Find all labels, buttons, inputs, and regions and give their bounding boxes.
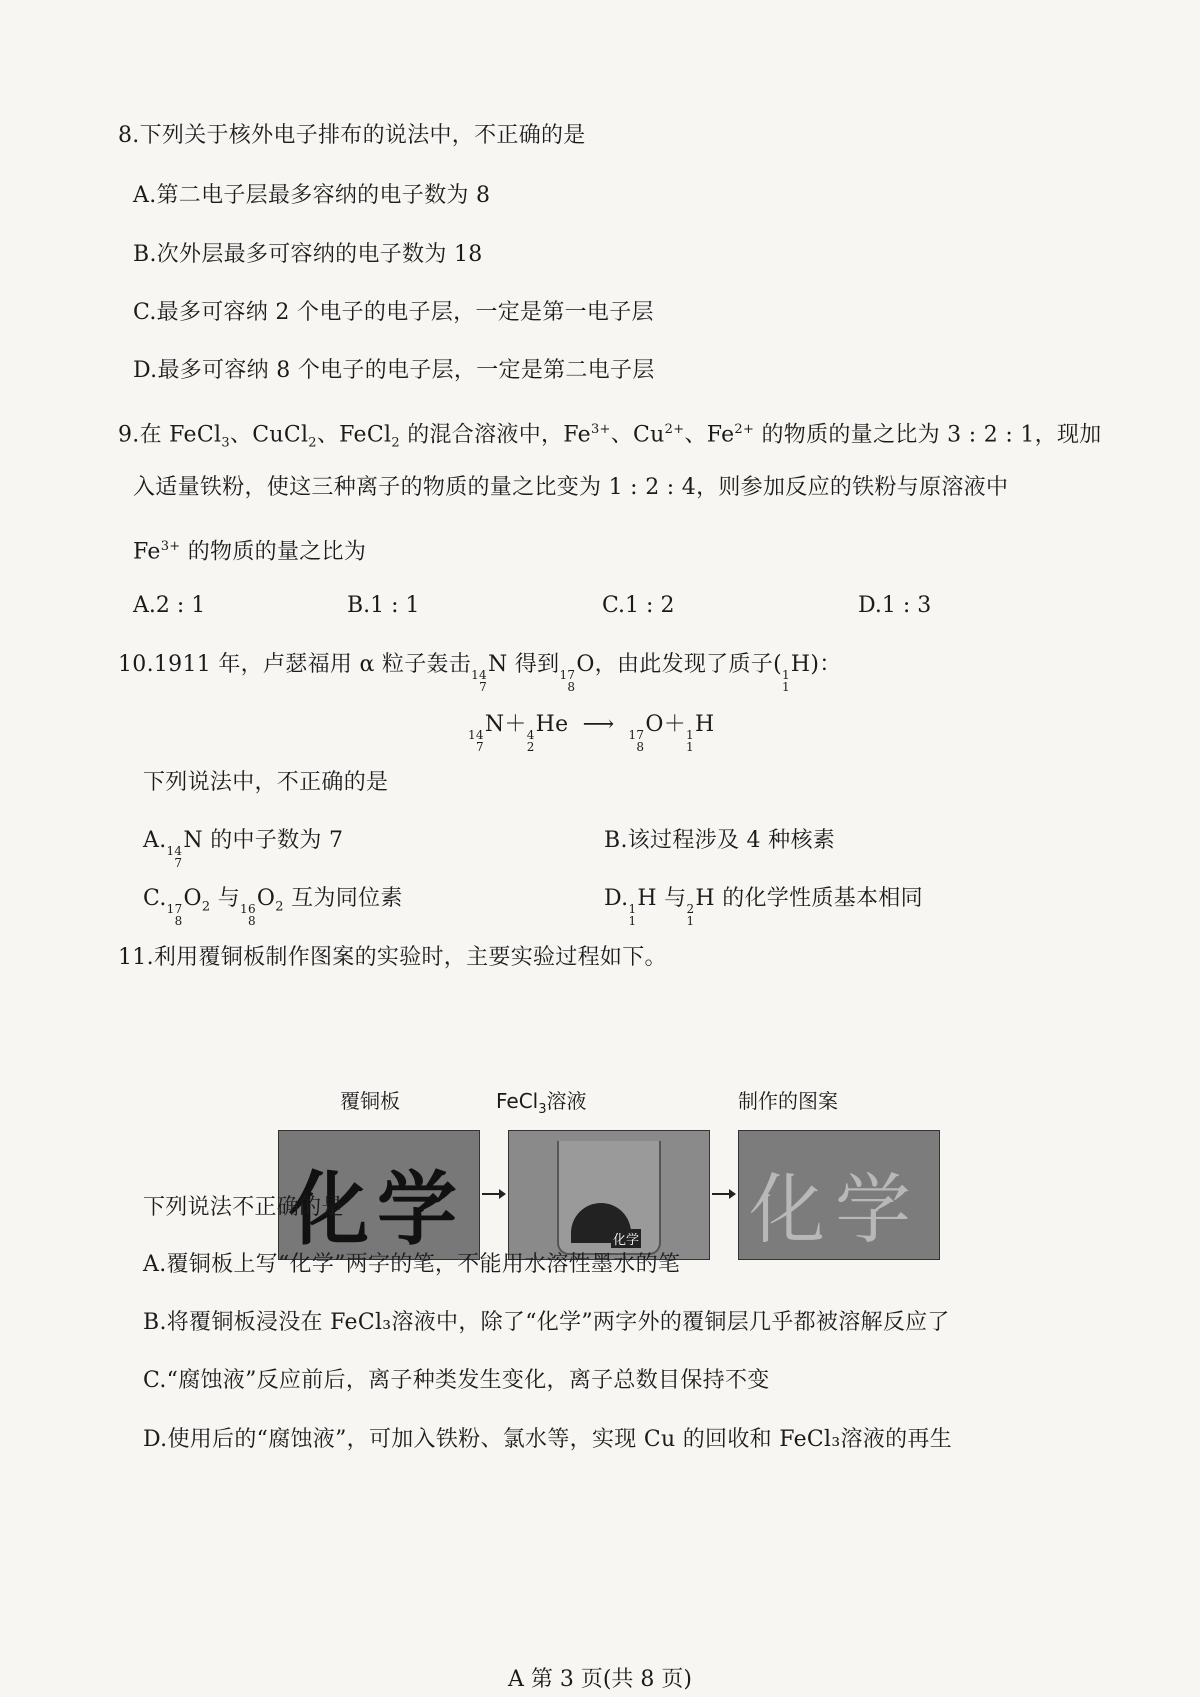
- q10-option-c: C. 17 8 $O_2$ 与 16 8 $O_2$ 互为同位素: [143, 886, 403, 928]
- figure-label-pattern: 制作的图案: [738, 1089, 838, 1113]
- q8-option-b: B.次外层最多可容纳的电子数为 18: [133, 242, 483, 267]
- beaker-image: [508, 1130, 710, 1260]
- q11-option-a: A.覆铜板上写“化学”两字的笔，不能用水溶性墨水的笔: [143, 1252, 681, 1277]
- q11-option-d: D.使用后的“腐蚀液”，可加入铁粉、氯水等，实现 Cu 的回收和 FeCl₃溶液的再生: [143, 1427, 952, 1452]
- q9-option-a: A.2 : 1: [133, 593, 206, 618]
- q10-option-a: A. 14 7 N 的中子数为 7: [143, 828, 344, 870]
- q10-equation: 14 7 N＋ 4 2 He ⟶ 17 8 O＋ 1 1 H: [468, 712, 715, 754]
- plate-characters: 化学: [289, 1162, 465, 1256]
- q10-option-b: B.该过程涉及 4 种核素: [604, 828, 836, 853]
- q11-question: 下列说法不正确的是: [143, 1195, 344, 1220]
- beaker-label: 化学: [611, 1229, 641, 1248]
- q8-stem: 8.下列关于核外电子排布的说法中，不正确的是: [118, 123, 586, 148]
- arrow-2: [712, 1193, 734, 1195]
- page-footer: A 第 3 页(共 8 页): [507, 1667, 692, 1692]
- q10-stem: 10.1911 年，卢瑟福用 α 粒子轰击 14 7 N 得到 17 8 O，由此发现了质子( 1 1 H)：: [118, 652, 842, 694]
- copper-plate-figure: [289, 1085, 958, 1265]
- q11-stem: 11.利用覆铜板制作图案的实验时，主要实验过程如下。: [118, 945, 667, 970]
- arrow-1: [482, 1193, 504, 1195]
- q9-stem-line3: $Fe^{3+}$ 的物质的量之比为: [133, 539, 367, 565]
- q8-option-a: A.第二电子层最多容纳的电子数为 8: [133, 183, 491, 208]
- q10-question: 下列说法中，不正确的是: [143, 770, 389, 795]
- q9-stem-line2: 入适量铁粉，使这三种离子的物质的量之比变为 1 : 2 : 4，则参加反应的铁粉与原溶液中: [133, 475, 1009, 500]
- pattern-characters: 化学: [749, 1165, 921, 1254]
- q8-option-c: C.最多可容纳 2 个电子的电子层，一定是第一电子层: [133, 300, 654, 325]
- pattern-image: [738, 1130, 940, 1260]
- q11-option-c: C.“腐蚀液”反应前后，离子种类发生变化，离子总数目保持不变: [143, 1368, 770, 1393]
- q9-option-c: C.1 : 2: [602, 593, 675, 618]
- q9-stem-line1: 9.在 FeCl$_3$、CuCl$_2$、FeCl$_2$ 的混合溶液中，$Fe^{3+}$、$Cu^{2+}$、$Fe^{2+}$ 的物质的量之比为 3 : 2 : 1，现加: [118, 422, 1102, 451]
- q11-option-b: B.将覆铜板浸没在 FeCl₃溶液中，除了“化学”两字外的覆铜层几乎都被溶解反应了: [143, 1310, 950, 1335]
- q8-option-d: D.最多可容纳 8 个电子的电子层，一定是第二电子层: [133, 358, 655, 383]
- q10-option-d: D. 1 1 H 与 2 1 H 的化学性质基本相同: [604, 886, 923, 928]
- figure-label-copper-plate: 覆铜板: [340, 1089, 400, 1113]
- q9-option-b: B.1 : 1: [347, 593, 420, 618]
- figure-label-fecl3: FeCl$_3$溶液: [496, 1089, 587, 1117]
- q9-option-d: D.1 : 3: [858, 593, 932, 618]
